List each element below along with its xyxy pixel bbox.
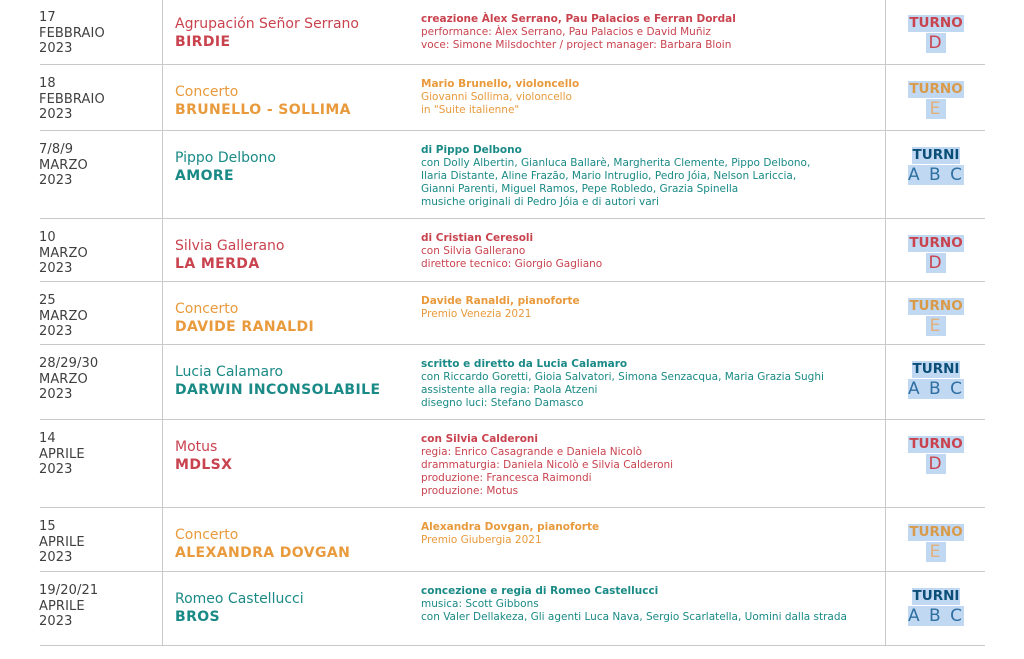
event-date: 18 FEBBRAIO 2023 — [39, 76, 105, 122]
turno-label: TURNO — [909, 235, 963, 251]
event-date: 28/29/30 MARZO 2023 — [39, 356, 99, 402]
turno-label: TURNO — [909, 298, 963, 314]
credit-line: produzione: Francesca Raimondi — [421, 472, 592, 484]
event-date: 25 MARZO 2023 — [39, 293, 88, 339]
event-row — [0, 281, 1024, 344]
event-credits — [421, 585, 876, 624]
turno-letters: A B C — [908, 165, 964, 185]
event-credits — [421, 358, 876, 410]
turno-badge — [886, 295, 986, 336]
artist-name: Concerto — [175, 527, 239, 543]
turno-label: TURNO — [909, 15, 963, 31]
turno-badge — [886, 144, 986, 185]
turno-letters: E — [926, 316, 946, 336]
show-title: MDLSX — [175, 456, 233, 473]
credit-line: Premio Giubergia 2021 — [421, 534, 542, 546]
turno-letters: E — [926, 542, 946, 562]
turno-badge — [886, 78, 986, 119]
credit-line: performance: Àlex Serrano, Pau Palacios e David Muñiz — [421, 26, 711, 38]
show-title: ALEXANDRA DOVGAN — [175, 544, 351, 561]
artist-name: Romeo Castellucci — [175, 591, 304, 607]
show-title: DARWIN INCONSOLABILE — [175, 381, 381, 398]
credit-line: Ilaria Distante, Aline Frazão, Mario Intruglio, Pedro Jóia, Nelson Lariccia, — [421, 170, 797, 182]
turno-label: TURNI — [912, 147, 960, 163]
event-credits — [421, 521, 876, 547]
row-divider — [40, 645, 985, 646]
event-row — [0, 571, 1024, 645]
show-title: BIRDIE — [175, 33, 231, 50]
event-date: 7/8/9 MARZO 2023 — [39, 142, 88, 188]
turno-label: TURNI — [912, 588, 960, 604]
event-credits — [421, 13, 876, 52]
event-performer — [175, 591, 410, 626]
credit-lead: Davide Ranaldi, pianoforte — [421, 295, 580, 307]
credit-line: assistente alla regia: Paola Atzeni — [421, 384, 598, 396]
artist-name: Agrupación Señor Serrano — [175, 16, 359, 32]
event-date: 14 APRILE 2023 — [39, 431, 85, 477]
credit-lead: di Cristian Ceresoli — [421, 232, 534, 244]
turno-badge — [886, 521, 986, 562]
event-date: 15 APRILE 2023 — [39, 519, 85, 565]
credit-lead: scritto e diretto da Lucia Calamaro — [421, 358, 628, 370]
credit-line: direttore tecnico: Giorgio Gagliano — [421, 258, 603, 270]
turno-letters: E — [926, 99, 946, 119]
artist-name: Pippo Delbono — [175, 150, 276, 166]
credit-lead: Mario Brunello, violoncello — [421, 78, 580, 90]
show-title: BROS — [175, 608, 221, 625]
event-credits — [421, 232, 876, 271]
credit-line: voce: Simone Milsdochter / project manager: Barbara Bloin — [421, 39, 732, 51]
credit-line: disegno luci: Stefano Damasco — [421, 397, 584, 409]
turno-label: TURNO — [909, 81, 963, 97]
turno-letters: A B C — [908, 606, 964, 626]
event-row — [0, 218, 1024, 281]
credit-lead: con Silvia Calderoni — [421, 433, 539, 445]
event-performer — [175, 301, 410, 336]
artist-name: Concerto — [175, 84, 239, 100]
event-performer — [175, 16, 410, 51]
turno-badge — [886, 12, 986, 53]
credit-line: Premio Venezia 2021 — [421, 308, 532, 320]
credit-line: produzione: Motus — [421, 485, 519, 497]
event-date: 17 FEBBRAIO 2023 — [39, 10, 105, 56]
artist-name: Motus — [175, 439, 218, 455]
event-credits — [421, 433, 876, 498]
show-title: BRUNELLO - SOLLIMA — [175, 101, 351, 118]
event-performer — [175, 439, 410, 474]
credit-line: con Riccardo Goretti, Gioia Salvatori, Simona Senzacqua, Maria Grazia Sughi — [421, 371, 824, 383]
turno-letters: D — [926, 33, 946, 53]
show-title: DAVIDE RANALDI — [175, 318, 315, 335]
credit-line: con Valer Dellakeza, Gli agenti Luca Nava, Sergio Scarlatella, Uomini dalla strada — [421, 611, 847, 623]
event-credits — [421, 144, 876, 209]
turno-label: TURNO — [909, 524, 963, 540]
turno-badge — [886, 585, 986, 626]
credit-line: con Dolly Albertin, Gianluca Ballarè, Margherita Clemente, Pippo Delbono, — [421, 157, 811, 169]
artist-name: Silvia Gallerano — [175, 238, 285, 254]
turno-label: TURNI — [912, 361, 960, 377]
credit-line: musiche originali di Pedro Jóia e di autori vari — [421, 196, 659, 208]
credit-line: in "Suite italienne" — [421, 104, 520, 116]
credit-lead: di Pippo Delbono — [421, 144, 522, 156]
turno-badge — [886, 232, 986, 273]
turno-label: TURNO — [909, 436, 963, 452]
event-performer — [175, 150, 410, 185]
credit-line: Giovanni Sollima, violoncello — [421, 91, 572, 103]
event-row — [0, 344, 1024, 419]
credit-line: con Silvia Gallerano — [421, 245, 526, 257]
credit-line: drammaturgia: Daniela Nicolò e Silvia Calderoni — [421, 459, 674, 471]
turno-badge — [886, 358, 986, 399]
event-row — [0, 419, 1024, 507]
credit-lead: creazione Àlex Serrano, Pau Palacios e Ferran Dordal — [421, 13, 736, 25]
event-date: 10 MARZO 2023 — [39, 230, 88, 276]
event-row — [0, 507, 1024, 571]
event-row — [0, 0, 1024, 64]
turno-letters: D — [926, 253, 946, 273]
credit-line: regia: Enrico Casagrande e Daniela Nicolò — [421, 446, 643, 458]
turno-letters: D — [926, 454, 946, 474]
credit-lead: concezione e regia di Romeo Castellucci — [421, 585, 659, 597]
turno-letters: A B C — [908, 379, 964, 399]
credit-line: Gianni Parenti, Miguel Ramos, Pepe Robledo, Grazia Spinella — [421, 183, 739, 195]
show-title: LA MERDA — [175, 255, 260, 272]
event-row — [0, 130, 1024, 218]
event-performer — [175, 238, 410, 273]
artist-name: Lucia Calamaro — [175, 364, 284, 380]
event-credits — [421, 78, 876, 117]
credit-line: musica: Scott Gibbons — [421, 598, 539, 610]
event-row — [0, 64, 1024, 130]
event-performer — [175, 364, 410, 399]
event-performer — [175, 84, 410, 119]
show-title: AMORE — [175, 167, 235, 184]
credit-lead: Alexandra Dovgan, pianoforte — [421, 521, 600, 533]
artist-name: Concerto — [175, 301, 239, 317]
event-credits — [421, 295, 876, 321]
event-performer — [175, 527, 410, 562]
turno-badge — [886, 433, 986, 474]
event-date: 19/20/21 APRILE 2023 — [39, 583, 99, 629]
